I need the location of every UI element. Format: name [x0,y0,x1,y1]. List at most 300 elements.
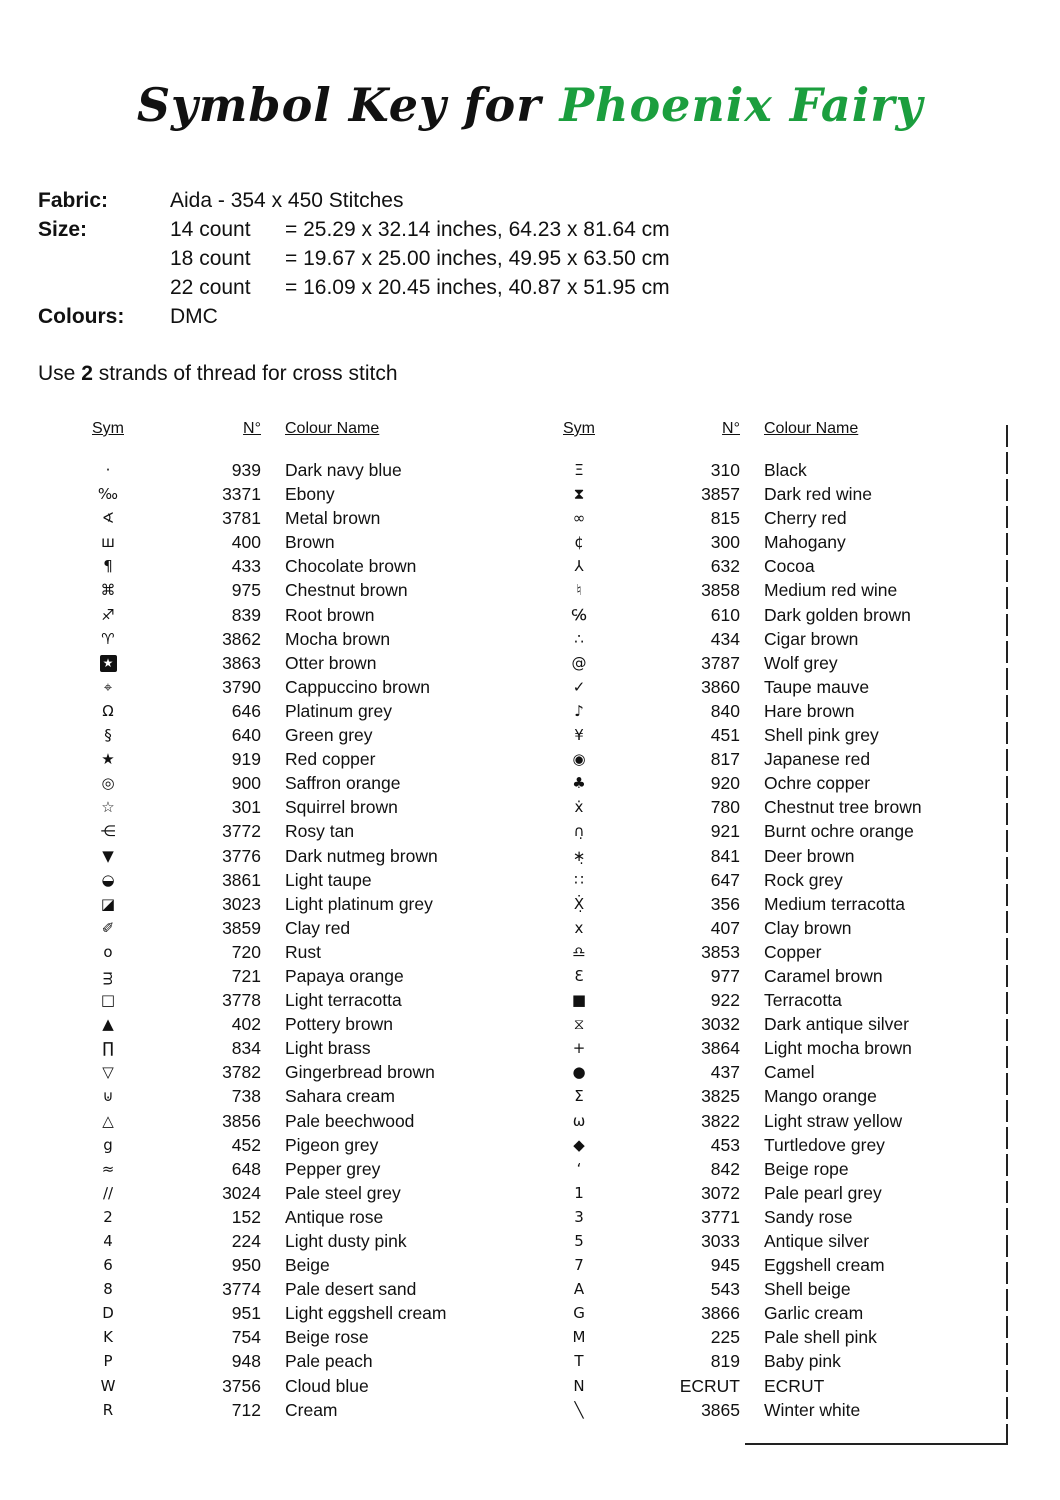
stitch-symbol: ♈ [101,629,115,648]
colour-name: Light platinum grey [285,893,433,914]
stitch-symbol: ♎ [572,942,586,961]
table-row [558,1036,1008,1060]
title-prefix: Symbol Key for [136,78,542,132]
table-row [85,723,515,747]
colour-name: Dark antique silver [764,1014,909,1035]
table-row [85,1301,515,1325]
colour-name: Baby pink [764,1351,841,1372]
table-row [558,940,1008,964]
table-row [85,1398,515,1422]
header-num: N° [243,420,261,437]
table-row [85,699,515,723]
stitch-symbol: R [102,1400,114,1419]
size-dimensions: = 16.09 x 20.45 inches, 40.87 x 51.95 cm [285,276,670,299]
stitch-symbol: ⌘ [100,581,116,600]
stitch-symbol: ℅ [571,605,587,624]
colour-name: Shell pink grey [764,725,879,746]
stitch-symbol: ш [101,533,115,552]
table-row [85,1181,515,1205]
table-row [85,1157,515,1181]
fabric-value: Aida - 354 x 450 Stitches [170,189,404,212]
dmc-number: 3853 [701,941,740,962]
dmc-number: 543 [710,1279,740,1300]
dmc-number: 919 [231,749,261,770]
stitch-symbol: ▲ [102,1015,114,1034]
dmc-number: 647 [710,869,740,890]
colour-name: Light terracotta [285,990,402,1011]
colour-name: Pale steel grey [285,1182,401,1203]
colour-name: Red copper [285,749,376,770]
dmc-number: 3778 [222,990,261,1011]
size-count: 18 count [170,247,251,270]
colour-name: Beige [285,1255,330,1276]
colour-name: Mocha brown [285,628,391,649]
dmc-number: 152 [231,1206,261,1227]
dmc-number: 977 [710,965,740,986]
colours-value: DMC [170,305,218,328]
colour-name: Camel [764,1062,815,1083]
table-row [85,603,515,627]
stitch-symbol: 1 [574,1183,584,1202]
colour-name: Eggshell cream [764,1255,885,1276]
colour-name: Dark red wine [764,484,872,505]
dmc-number: 780 [710,797,740,818]
colour-name: Mango orange [764,1086,877,1107]
colour-name: Dark golden brown [764,604,911,625]
dmc-number: 402 [231,1014,261,1035]
stitch-symbol [85,651,131,675]
stitch-symbol: ⌖ [103,677,113,696]
colour-name: Light straw yellow [764,1110,903,1131]
colour-name: Papaya orange [285,965,404,986]
header-sym: Sym [563,420,595,437]
dmc-number: 712 [231,1399,261,1420]
table-row [85,964,515,988]
colours-row [38,302,798,331]
stitch-symbol: § [104,726,112,745]
frame-vertical-rule [1006,425,1008,1445]
dmc-number: 921 [710,821,740,842]
pattern-info [38,186,798,331]
strands-note [38,362,398,386]
table-row [85,578,515,602]
stitch-symbol: D [102,1304,114,1323]
dmc-number: 3859 [222,917,261,938]
stitch-symbol: ☆ [101,798,115,817]
size-lines [170,215,670,302]
table-row [558,482,1008,506]
table-row [85,627,515,651]
stitch-symbol: T [574,1352,584,1371]
colour-name: Root brown [285,604,375,625]
colour-name: Chestnut brown [285,580,408,601]
table-row [558,916,1008,940]
stitch-symbol: 3 [574,1207,584,1226]
table-row [558,1181,1008,1205]
dmc-number: 922 [710,990,740,1011]
colour-name: Metal brown [285,508,381,529]
dmc-number: 356 [710,893,740,914]
dmc-number: 3858 [701,580,740,601]
stitch-symbol: ▼ [102,846,114,865]
dmc-number: 3865 [701,1399,740,1420]
stitch-symbol: ∏ [102,1039,114,1058]
dmc-number: 310 [710,460,740,480]
fabric-label: Fabric: [38,189,109,212]
stitch-symbol: ♪ [574,701,584,720]
dmc-number: 3860 [701,676,740,697]
colour-name: Pale beechwood [285,1110,415,1131]
dmc-number: 3756 [222,1375,261,1396]
dmc-number: 839 [231,604,261,625]
table-row [85,892,515,916]
stitch-symbol: ¢ [574,533,584,552]
dmc-number: 3864 [701,1038,740,1059]
stitch-symbol: ✐ [101,918,115,937]
table-row [85,795,515,819]
dmc-number: 3072 [701,1182,740,1203]
strands-count: 2 [81,362,93,385]
stitch-symbol: x [574,918,584,937]
stitch-symbol: ♐ [101,605,115,624]
dmc-number: 451 [710,725,740,746]
dmc-number: 3822 [701,1110,740,1131]
stitch-symbol: ∞ [572,509,586,528]
colour-name: Cream [285,1399,338,1420]
table-row [558,627,1008,651]
dmc-number: 720 [231,941,261,962]
dmc-number: 3023 [222,893,261,914]
stitch-symbol: @ [571,653,587,672]
dmc-number: 3866 [701,1303,740,1324]
stitch-symbol: ∗̣ [572,846,586,865]
fabric-row [38,186,798,215]
colour-name: Pepper grey [285,1158,381,1179]
colour-name: Copper [764,941,822,962]
table-row [558,530,1008,554]
table-row [85,506,515,530]
size-count: 22 count [170,276,251,299]
colour-name: Shell beige [764,1279,851,1300]
table-row [85,1109,515,1133]
dmc-number: 834 [231,1038,261,1059]
stitch-symbol: ◎ [101,774,115,793]
table-header-left [85,420,515,458]
colour-name: Beige rope [764,1158,849,1179]
colour-name: Medium red wine [764,580,898,601]
size-line [170,215,670,244]
table-row [558,1109,1008,1133]
colour-name: Pale desert sand [285,1279,417,1300]
dmc-number: 300 [710,532,740,553]
page-title [0,78,1060,132]
dmc-number: 3781 [222,508,261,529]
colour-name: Japanese red [764,749,871,770]
colour-name: Rock grey [764,869,843,890]
colour-name: Garlic cream [764,1303,864,1324]
dmc-number: 939 [231,460,261,480]
colour-name: Dark nutmeg brown [285,845,438,866]
stitch-symbol: N [573,1376,585,1395]
dmc-number: 975 [231,580,261,601]
dmc-number: 3863 [222,652,261,673]
stitch-symbol: ◒ [101,870,115,889]
dmc-number: 3771 [701,1206,740,1227]
table-row [558,771,1008,795]
dmc-number: 3371 [222,484,261,505]
dmc-number: 3825 [701,1086,740,1107]
colour-name: Gingerbread brown [285,1062,435,1083]
table-row [558,892,1008,916]
dmc-number: 433 [231,556,261,577]
dmc-number: 842 [710,1158,740,1179]
table-row [558,844,1008,868]
table-row [558,1133,1008,1157]
dmc-number: 3032 [701,1014,740,1035]
frame-horizontal-rule [745,1443,1008,1445]
table-row [85,747,515,771]
table-row [85,1060,515,1084]
stitch-symbol: ╲ [574,1400,584,1419]
table-row [85,1133,515,1157]
stitch-symbol: ¶ [103,557,113,576]
dmc-number: 945 [710,1255,740,1276]
stitch-symbol: 8 [103,1280,113,1299]
table-header-right [558,420,1008,458]
colour-name: Light dusty pink [285,1231,407,1251]
stitch-symbol: · [105,461,111,479]
colour-name: Light taupe [285,869,372,890]
table-row [85,1205,515,1229]
dmc-number: 950 [231,1255,261,1276]
dmc-number: 841 [710,845,740,866]
table-row [558,1012,1008,1036]
dmc-number: 819 [710,1351,740,1372]
dmc-number: 3787 [701,652,740,673]
size-row [38,215,798,302]
table-row [558,1398,1008,1422]
dmc-number: 840 [710,700,740,721]
size-dimensions: = 19.67 x 25.00 inches, 49.95 x 63.50 cm [285,247,670,270]
stitch-symbol: ‘ [576,1159,582,1178]
stitch-symbol: 6 [103,1256,113,1275]
colour-name: Platinum grey [285,700,392,721]
table-row [558,723,1008,747]
stitch-symbol: ∴ [574,629,584,648]
table-row [558,1374,1008,1398]
stitch-symbol: ♮ [576,581,582,600]
stitch-symbol: K [103,1328,113,1347]
colour-name: Cherry red [764,508,847,529]
colour-name: Sahara cream [285,1086,395,1107]
table-row [85,1349,515,1373]
dmc-number: 640 [231,725,261,746]
table-row [85,1277,515,1301]
colour-name: Pale peach [285,1351,373,1372]
colour-name: Deer brown [764,845,855,866]
table-row [85,554,515,578]
table-row [85,675,515,699]
colour-name: Sandy rose [764,1206,853,1227]
dmc-number: 646 [231,700,261,721]
colour-name: Dark navy blue [285,460,402,480]
table-row [558,1325,1008,1349]
size-label: Size: [38,218,88,241]
stitch-symbol: ∕∕ [102,1183,114,1202]
dmc-number: 900 [231,773,261,794]
strands-note-post: strands of thread for cross stitch [92,362,398,385]
dmc-number: 951 [231,1303,261,1324]
colour-name: Chestnut tree brown [764,797,922,818]
dmc-number: 754 [231,1327,261,1348]
stitch-symbol: A [573,1280,585,1299]
dmc-number: 3774 [222,1279,261,1300]
colour-name: Green grey [285,725,373,746]
table-row [85,482,515,506]
stitch-symbol: ∩̣ [573,822,585,841]
header-sym: Sym [92,420,124,437]
stitch-symbol: ⧖ [573,1015,585,1034]
colour-name: Cocoa [764,556,815,577]
stitch-symbol: 2 [103,1207,113,1226]
table-row [85,1374,515,1398]
dmc-number: 3862 [222,628,261,649]
dmc-number: 225 [710,1327,740,1348]
colour-name: Squirrel brown [285,797,398,818]
table-row [85,530,515,554]
table-row [558,1205,1008,1229]
colour-name: Ebony [285,484,335,505]
stitch-symbol: □ [100,991,116,1010]
table-row [85,1036,515,1060]
stitch-symbol: Σ [574,1087,584,1106]
dmc-number: 3861 [222,869,261,890]
colour-name: Clay brown [764,917,852,938]
dmc-number: 301 [231,797,261,818]
table-row [558,1253,1008,1277]
colour-name: Rosy tan [285,821,355,842]
dmc-number: 3776 [222,845,261,866]
dmc-number: 3857 [701,484,740,505]
colour-name: Cloud blue [285,1375,369,1396]
stitch-symbol: ★ [101,750,115,769]
stitch-symbol: ● [572,1063,586,1082]
table-row [558,795,1008,819]
stitch-symbol: ◆ [573,1135,585,1154]
dmc-number: 453 [710,1134,740,1155]
dmc-number: 815 [710,508,740,529]
colour-name: Rust [285,941,321,962]
dmc-number: 610 [710,604,740,625]
table-row [558,868,1008,892]
table-row [85,1084,515,1108]
dmc-number: 3024 [222,1182,261,1203]
colour-name: Brown [285,532,335,553]
dmc-number: 3782 [222,1062,261,1083]
size-count: 14 count [170,218,251,241]
stitch-symbol: △ [102,1111,114,1130]
stitch-symbol: ᴟ [103,966,113,985]
stitch-symbol: Ɛ [574,966,584,985]
table-row [558,458,1008,482]
header-colour-name: Colour Name [764,420,859,437]
dmc-number: ECRUT [679,1375,740,1396]
colour-name: Burnt ochre orange [764,821,914,842]
dmc-number: 648 [231,1158,261,1179]
table-row [85,458,515,482]
table-row [558,554,1008,578]
colour-name: Light brass [285,1038,371,1059]
dmc-number: 407 [710,917,740,938]
stitch-symbol: ♣ [572,774,586,793]
stitch-symbol: Ξ [574,461,584,479]
table-row [85,868,515,892]
table-row [85,988,515,1012]
table-row [558,819,1008,843]
dmc-number: 437 [710,1062,740,1083]
colour-name: Hare brown [764,700,855,721]
colour-name: Winter white [764,1399,861,1420]
stitch-symbol: W [100,1376,116,1395]
stitch-symbol: o [103,942,113,961]
colour-name: ECRUT [764,1375,825,1396]
colour-name: Pale shell pink [764,1327,877,1348]
dmc-number: 632 [710,556,740,577]
colour-name: Saffron orange [285,773,401,794]
table-row [558,1157,1008,1181]
colour-name: Medium terracotta [764,893,906,914]
colours-label: Colours: [38,305,125,328]
stitch-symbol: ‰ [97,485,119,504]
stitch-symbol: M [572,1328,586,1347]
table-row [558,988,1008,1012]
stitch-symbol: + [572,1039,586,1058]
table-row [558,603,1008,627]
dmc-number: 3856 [222,1110,261,1131]
stitch-symbol: G [573,1304,585,1323]
table-row [85,844,515,868]
table-row [85,771,515,795]
table-row [558,699,1008,723]
colour-name: Turtledove grey [764,1134,885,1155]
stitch-symbol: ẋ [574,798,584,817]
symbol-table-right [558,420,1008,1422]
colour-name: Antique silver [764,1231,870,1251]
colour-name: Caramel brown [764,965,883,986]
colour-name: Cigar brown [764,628,859,649]
table-row [558,1060,1008,1084]
stitch-symbol: g [103,1135,113,1154]
dmc-number: 721 [231,965,261,986]
stitch-symbol: 4 [103,1232,113,1250]
colour-name: Pottery brown [285,1014,393,1035]
table-row [85,940,515,964]
colour-name: Taupe mauve [764,676,870,697]
header-colour-name: Colour Name [285,420,380,437]
dmc-number: 738 [231,1086,261,1107]
dmc-number: 224 [231,1231,261,1251]
colour-name: Antique rose [285,1206,384,1227]
dmc-number: 400 [231,532,261,553]
colour-name: Otter brown [285,652,377,673]
stitch-symbol: ◉ [572,750,586,769]
table-row [85,916,515,940]
table-row [85,651,515,675]
dmc-number: 3033 [701,1231,740,1251]
colour-name: Pigeon grey [285,1134,379,1155]
colour-name: Wolf grey [764,652,838,673]
colour-name: Clay red [285,917,351,938]
